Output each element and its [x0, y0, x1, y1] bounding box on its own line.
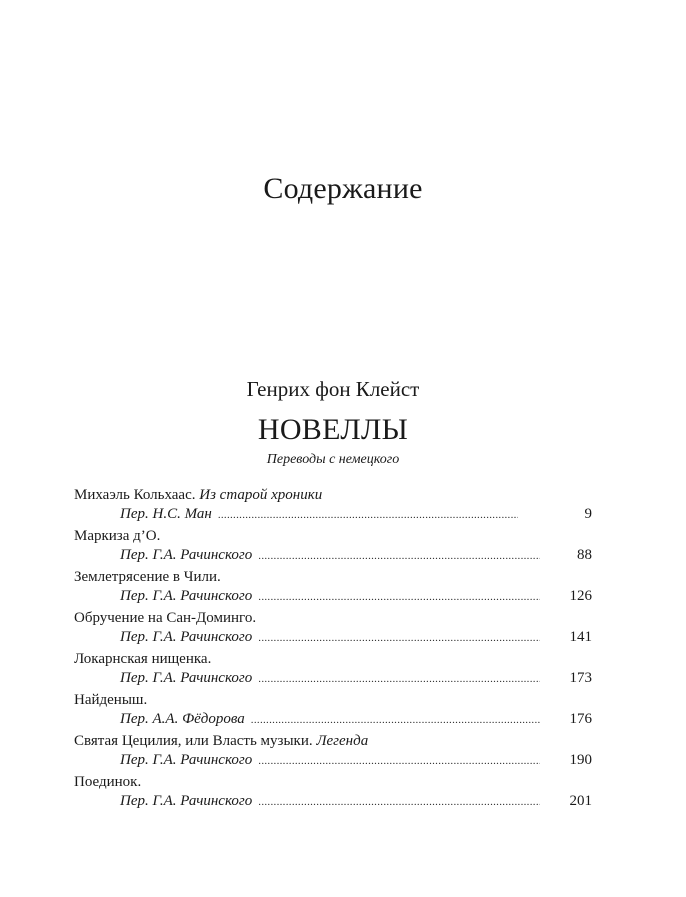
entry-translator: Пер. Г.А. Рачинского [120, 752, 253, 768]
entry-title-italic: Из старой хроники [199, 487, 323, 503]
entry-title [74, 732, 592, 751]
entry-page-number: 201 [569, 793, 592, 809]
dot-leader [258, 670, 540, 689]
entry-line [74, 587, 592, 606]
entry-title [74, 650, 592, 669]
entry-title [74, 609, 592, 628]
dot-leader [218, 506, 518, 525]
author-name: Генрих фон Клейст [246, 377, 420, 401]
toc-entry [74, 568, 592, 609]
entry-line [74, 710, 592, 729]
entry-title-text: Обручение на Сан-Доминго. [74, 610, 257, 626]
entry-title-text: Маркиза д’О. [74, 528, 161, 544]
entry-page-number: 190 [569, 752, 592, 768]
toc-entry [74, 527, 592, 568]
entry-title-text: Поединок. [74, 774, 142, 790]
page-title: Содержание [263, 172, 423, 205]
entry-page-number: 9 [584, 506, 592, 522]
entry-title [74, 527, 592, 546]
entry-page-number: 173 [569, 670, 592, 686]
book-subtitle: Переводы с немецкого [266, 452, 400, 467]
entry-title [74, 691, 592, 710]
entry-page-number: 176 [569, 711, 592, 727]
dot-leader [251, 711, 540, 730]
entry-title-text: Святая Цецилия, или Власть музыки. [74, 733, 313, 749]
toc-entry [74, 732, 592, 773]
dot-leader [258, 547, 540, 566]
entry-translator: Пер. Г.А. Рачинского [120, 547, 253, 563]
entry-title [74, 773, 592, 792]
toc-entry [74, 486, 592, 527]
entry-line [74, 505, 592, 524]
toc-entry [74, 773, 592, 814]
toc-entry [74, 609, 592, 650]
entry-translator: Пер. Г.А. Рачинского [120, 588, 253, 604]
entry-page-number: 126 [569, 588, 592, 604]
entry-page-number: 88 [577, 547, 592, 563]
entry-line [74, 792, 592, 811]
dot-leader [258, 793, 540, 812]
toc-entry [74, 650, 592, 691]
book-title: НОВЕЛЛЫ [257, 413, 409, 446]
entry-translator: Пер. Н.С. Ман [120, 506, 212, 522]
entry-title-text: Локарнская нищенка. [74, 651, 212, 667]
entry-translator: Пер. Г.А. Рачинского [120, 793, 253, 809]
entry-line [74, 628, 592, 647]
entry-title-text: Михаэль Кольхаас. [74, 487, 196, 503]
entry-page-number: 141 [569, 629, 592, 645]
entry-line [74, 669, 592, 688]
dot-leader [258, 752, 540, 771]
entry-title [74, 486, 592, 505]
entry-line [74, 751, 592, 770]
table-of-contents [74, 486, 592, 814]
entry-line [74, 546, 592, 565]
entry-translator: Пер. Г.А. Рачинского [120, 629, 253, 645]
entry-title-text: Землетрясение в Чили. [74, 569, 221, 585]
entry-title-italic: Легенда [316, 733, 369, 749]
entry-translator: Пер. Г.А. Рачинского [120, 670, 253, 686]
toc-entry [74, 691, 592, 732]
entry-translator: Пер. А.А. Фёдорова [120, 711, 245, 727]
entry-title [74, 568, 592, 587]
dot-leader [258, 588, 540, 607]
dot-leader [258, 629, 540, 648]
entry-title-text: Найденыш. [74, 692, 148, 708]
